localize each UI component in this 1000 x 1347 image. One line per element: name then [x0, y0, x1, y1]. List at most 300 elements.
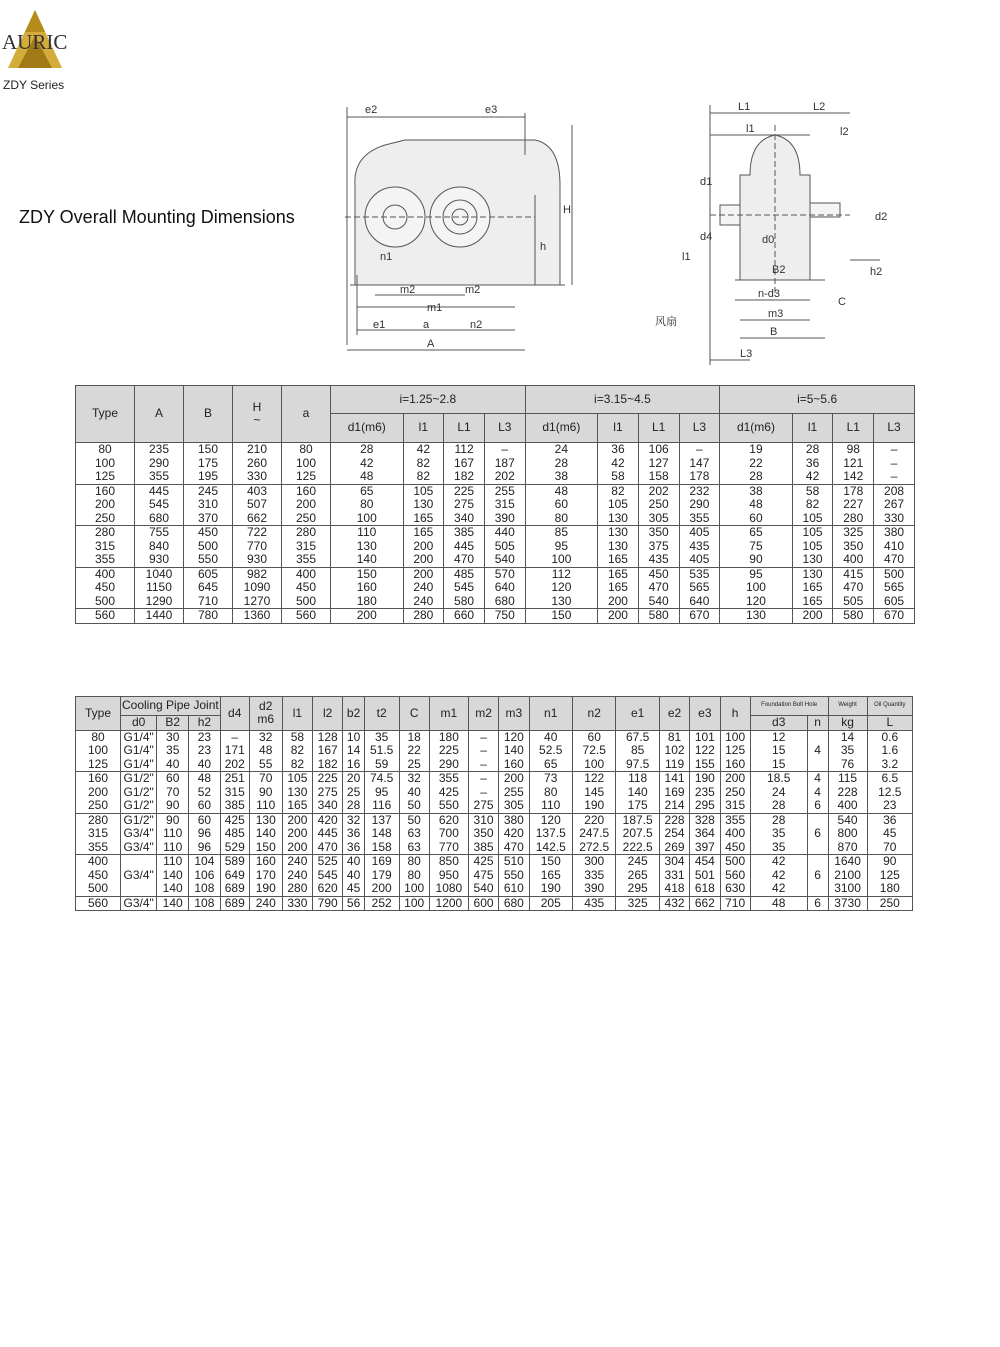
t2-value: 330	[287, 895, 308, 910]
t2-cell	[720, 855, 750, 897]
t1-value: 290	[689, 497, 710, 511]
t2-value: 304	[664, 854, 685, 868]
t2-value: 28	[346, 798, 361, 812]
svg-text:e2: e2	[365, 104, 378, 116]
t1-value: 605	[197, 566, 219, 581]
t1-cell	[638, 567, 679, 609]
t1-value: 130	[607, 538, 628, 553]
t2-cell	[249, 855, 282, 897]
table-row	[76, 567, 915, 609]
t2-value: 220	[584, 812, 605, 827]
subhead-1-2: L1	[638, 414, 679, 443]
t2-cell	[690, 772, 720, 814]
t2-value: 6.5	[881, 771, 899, 785]
t2-value: 315	[87, 826, 109, 840]
t1-value: 127	[648, 455, 669, 470]
t1-value: 380	[884, 525, 905, 539]
t2-value: 200	[371, 881, 392, 895]
table-row	[76, 855, 913, 897]
t2-value: 40	[346, 867, 361, 882]
t2-cell	[828, 813, 867, 855]
t2-value: 140	[162, 867, 183, 882]
t1-value: 485	[454, 566, 475, 581]
t1-value: 545	[454, 580, 475, 594]
t2-value: 350	[473, 826, 494, 840]
t1-value: 82	[611, 483, 625, 498]
t2-cell	[690, 813, 720, 855]
t2-col-d4: d4	[220, 697, 249, 731]
t1-value: 507	[246, 497, 268, 511]
t1-value: 110	[357, 525, 377, 539]
t2-value: 90	[166, 812, 180, 827]
t1-value: 75	[749, 538, 763, 553]
t1-value: 565	[689, 580, 710, 594]
t1-value: 260	[246, 455, 268, 470]
t2-row-group	[76, 772, 913, 814]
t2-value: 35	[772, 826, 786, 840]
t2-value: 45	[883, 826, 897, 840]
t2-value: 450	[87, 867, 109, 882]
svg-text:L1: L1	[738, 101, 751, 113]
t2-value: 190	[255, 881, 276, 895]
t1-value: 147	[689, 455, 710, 470]
t1-cell	[282, 526, 331, 568]
t2-value: 529	[224, 839, 245, 854]
subhead-0-1: l1	[403, 414, 444, 443]
t2-cell	[659, 855, 689, 897]
t2-value: 15	[772, 756, 786, 771]
t1-cell	[233, 567, 282, 609]
t2-col-e3: e3	[690, 697, 720, 731]
t2-cell	[867, 730, 912, 772]
t2-value: 1200	[435, 895, 463, 910]
t1-cell	[403, 567, 444, 609]
t1-value: 125	[295, 469, 317, 483]
t2-value: 60	[197, 798, 212, 812]
t2-value: G1/2"	[123, 812, 154, 827]
t1-value: 435	[689, 538, 710, 553]
t2-value: 140	[162, 881, 183, 895]
t2-cell	[399, 855, 429, 897]
t2-value: 25	[407, 756, 421, 771]
svg-text:e3: e3	[485, 104, 498, 116]
t2-cell	[121, 855, 157, 897]
col-H-label: H	[252, 399, 262, 414]
t2-cell	[76, 855, 121, 897]
t2-value: 335	[584, 867, 605, 882]
t1-cell	[331, 567, 404, 609]
t2-value: 32	[259, 729, 273, 744]
t1-value: 267	[884, 497, 905, 511]
t1-value: 106	[648, 442, 669, 456]
t1-value: 470	[843, 580, 864, 594]
t1-value: 90	[749, 552, 763, 566]
t1-value: 200	[607, 593, 628, 608]
t2-cell	[828, 896, 867, 911]
t2-cell	[807, 730, 828, 772]
t2-cell	[343, 855, 365, 897]
svg-text:H: H	[563, 204, 571, 216]
t1-cell	[233, 484, 282, 526]
t2-value: 116	[372, 798, 392, 812]
t2-cell	[659, 730, 689, 772]
t1-value: 1270	[243, 593, 271, 608]
t1-value: 445	[148, 483, 170, 498]
t1-value: 165	[607, 552, 628, 566]
t2-cell	[343, 772, 365, 814]
t1-value: 200	[356, 608, 377, 622]
t1-value: 142	[843, 469, 864, 483]
t2-value: 160	[503, 756, 524, 771]
svg-text:L3: L3	[740, 348, 753, 360]
t1-value: 710	[197, 593, 219, 608]
t2-value: 28	[772, 798, 786, 812]
t1-value: 130	[802, 552, 823, 566]
t2-value: 295	[694, 798, 715, 812]
t1-value: 280	[295, 525, 317, 539]
t1-value: 85	[554, 525, 569, 539]
t2-value: 52.5	[539, 743, 563, 757]
t2-value: 385	[473, 839, 494, 854]
t2-value: 225	[438, 743, 459, 757]
t1-value: 165	[413, 525, 434, 539]
t2-value: 145	[584, 784, 605, 799]
t2-value: 60	[166, 771, 180, 785]
t1-cell	[135, 567, 184, 609]
t2-col-C: C	[399, 697, 429, 731]
t2-value: 475	[473, 867, 494, 882]
t1-cell	[76, 567, 135, 609]
t2-value: 115	[837, 771, 858, 785]
t1-value: 500	[94, 593, 116, 608]
t2-cell	[690, 730, 720, 772]
t2-cell	[189, 813, 221, 855]
t2-cell	[750, 855, 807, 897]
t2-value: G1/2"	[123, 798, 154, 812]
t2-value: 240	[287, 854, 308, 868]
t1-value: 405	[689, 525, 710, 539]
t2-value: 228	[837, 784, 858, 799]
t1-value: 195	[197, 469, 219, 483]
t2-value: 245	[627, 854, 648, 868]
t2-cell	[157, 855, 189, 897]
t2-cell	[616, 813, 659, 855]
t2-value: 140	[627, 784, 648, 799]
t2-cell	[499, 772, 529, 814]
t2-cell	[807, 896, 828, 911]
t2-cell	[529, 813, 572, 855]
t2-value: 130	[287, 784, 308, 799]
t2-value: 42	[772, 854, 786, 868]
t2-value: 700	[438, 826, 459, 840]
t1-value: 95	[554, 538, 569, 553]
t1-cell	[598, 443, 639, 485]
t2-value: 171	[224, 743, 245, 757]
t2-col-h: h	[720, 697, 750, 731]
t2-value: 235	[694, 784, 715, 799]
svg-text:h: h	[540, 241, 547, 253]
t2-value: 600	[473, 895, 494, 910]
t2-cell	[720, 730, 750, 772]
t2-value: 80	[407, 867, 421, 882]
t2-value: 540	[837, 812, 858, 827]
t2-value: 4	[814, 771, 821, 785]
t2-value: 65	[544, 756, 558, 771]
t2-cell	[572, 813, 615, 855]
t2-value: 90	[259, 784, 273, 799]
t1-value: 48	[749, 497, 763, 511]
t2-value: –	[480, 771, 487, 785]
t2-value: 142.5	[535, 839, 566, 854]
t1-cell	[444, 526, 485, 568]
t1-value: 112	[454, 442, 474, 456]
t1-value: 208	[884, 483, 905, 498]
t2-cell	[468, 772, 498, 814]
subhead-2-2: L1	[833, 414, 874, 443]
t1-cell	[833, 484, 874, 526]
t1-value: 80	[299, 442, 313, 456]
t1-cell	[76, 484, 135, 526]
t1-value: 105	[802, 538, 823, 553]
t1-value: 165	[802, 580, 823, 594]
t2-cell	[529, 896, 572, 911]
t1-value: 450	[197, 525, 219, 539]
t2-value: 158	[371, 839, 392, 854]
table-row	[76, 609, 915, 624]
t2-cell	[313, 772, 343, 814]
t1-value: 28	[749, 469, 763, 483]
t2-value: 165	[287, 798, 308, 812]
t2-sub-L: L	[867, 716, 912, 731]
t2-value: 35	[840, 743, 855, 757]
t1-value: 82	[416, 455, 431, 470]
t2-col-m6: m6	[257, 712, 275, 727]
t1-cell	[833, 526, 874, 568]
t2-value: 122	[694, 743, 715, 757]
t1-cell	[638, 443, 679, 485]
t1-row-group	[76, 443, 915, 485]
t2-value: 72.5	[582, 743, 606, 757]
t1-value: 580	[648, 608, 669, 622]
t2-cell	[189, 730, 221, 772]
t1-value: 165	[607, 580, 628, 594]
t1-value: 58	[805, 483, 820, 498]
t2-value: 100	[725, 729, 746, 744]
t2-col-weight: Weight	[828, 697, 867, 716]
t2-value: 315	[224, 784, 245, 799]
table2-header-row	[76, 697, 913, 716]
t2-value: 110	[541, 798, 561, 812]
t1-cell	[638, 484, 679, 526]
t1-value: 1090	[243, 580, 271, 594]
t2-value: 190	[540, 881, 561, 895]
t1-value: 662	[246, 510, 268, 525]
t2-value: 265	[627, 867, 648, 882]
subhead-1-0: d1(m6)	[525, 414, 598, 443]
t2-value: 470	[503, 839, 524, 854]
t2-cell	[157, 772, 189, 814]
t2-value: 251	[224, 771, 245, 785]
t2-cell	[720, 813, 750, 855]
t2-value: 180	[438, 729, 459, 744]
t1-cell	[484, 567, 525, 609]
t2-value: 120	[503, 729, 524, 744]
t2-value: 24	[772, 784, 786, 799]
t1-cell	[679, 567, 720, 609]
t2-cell	[313, 896, 343, 911]
t1-value: 250	[94, 510, 116, 525]
t1-value: 36	[611, 442, 625, 456]
t2-value: 187.5	[622, 812, 653, 827]
t2-value: 560	[87, 895, 109, 910]
front-view-diagram	[335, 95, 585, 355]
t1-cell	[792, 526, 833, 568]
t2-value: 540	[473, 881, 494, 895]
table-row	[76, 730, 913, 772]
t1-cell	[184, 526, 233, 568]
t2-value: 250	[879, 895, 900, 910]
t2-value: 36	[346, 839, 361, 854]
t1-value: 505	[843, 593, 864, 608]
t1-cell	[792, 567, 833, 609]
t2-col-type: Type	[76, 697, 121, 731]
t1-value: 200	[413, 538, 434, 553]
t2-value: 102	[664, 743, 685, 757]
t1-value: 160	[295, 483, 317, 498]
t1-cell	[525, 443, 598, 485]
svg-text:B: B	[770, 326, 778, 338]
t2-value: 60	[587, 729, 601, 744]
t1-value: 200	[94, 497, 116, 511]
t2-value: 160	[725, 756, 746, 771]
t2-col-n1: n1	[529, 697, 572, 731]
t1-cell	[638, 609, 679, 624]
t2-cell	[76, 772, 121, 814]
t1-value: 245	[197, 483, 219, 498]
t2-value: 770	[438, 839, 459, 854]
t1-value: 202	[494, 469, 515, 483]
t2-value: 689	[224, 881, 245, 895]
t2-cell	[720, 896, 750, 911]
t2-value: 137	[371, 812, 392, 827]
t2-value: 140	[255, 826, 276, 840]
t1-value: 560	[94, 608, 116, 622]
t2-value: 40	[166, 756, 180, 771]
t2-value: 180	[879, 881, 900, 895]
dimensions-table-2	[75, 696, 913, 911]
t2-cell	[121, 772, 157, 814]
t2-value: 42	[772, 867, 786, 882]
t2-cell	[364, 772, 399, 814]
side-view-diagram	[650, 95, 890, 365]
t2-value: 200	[287, 826, 308, 840]
t1-value: 65	[360, 483, 374, 498]
t1-value: 36	[805, 455, 820, 470]
t2-cell	[750, 730, 807, 772]
t2-cell	[157, 730, 189, 772]
t2-cell	[750, 772, 807, 814]
t2-cell	[690, 896, 720, 911]
t1-value: 305	[648, 510, 669, 525]
subhead-2-1: l1	[792, 414, 833, 443]
t1-cell	[874, 484, 915, 526]
t2-value: 56	[346, 895, 361, 910]
brand-name: AURIC	[2, 30, 68, 54]
t2-col-oil: Oil Quantity	[867, 697, 912, 716]
t2-col-d2	[249, 697, 282, 731]
t1-value: 42	[360, 455, 374, 470]
col-A: A	[135, 386, 184, 443]
t2-value: 81	[667, 729, 682, 744]
t1-cell	[598, 567, 639, 609]
t1-cell	[403, 443, 444, 485]
t1-value: 28	[805, 442, 820, 456]
t2-cell	[189, 896, 221, 911]
t2-value: 6	[814, 895, 821, 910]
subhead-1-3: L3	[679, 414, 720, 443]
t1-row-group	[76, 484, 915, 526]
t2-value: 190	[584, 798, 605, 812]
t1-value: 130	[356, 538, 377, 553]
svg-text:l2: l2	[840, 126, 849, 138]
t2-value: 110	[163, 854, 183, 868]
t2-value: 6	[814, 826, 821, 840]
t1-value: 315	[295, 538, 317, 553]
t2-value: 80	[407, 854, 421, 868]
t2-value: 200	[287, 812, 308, 827]
t1-value: 65	[749, 525, 763, 539]
t2-cell	[572, 730, 615, 772]
t1-value: 42	[416, 442, 431, 456]
t2-cell	[499, 813, 529, 855]
t1-value: 415	[843, 566, 864, 581]
t2-value: 40	[407, 784, 421, 799]
t2-sub-d3: d3	[750, 716, 807, 731]
t1-cell	[76, 526, 135, 568]
t2-value: 250	[87, 798, 109, 812]
t1-value: 200	[802, 608, 823, 622]
t1-value: 100	[356, 510, 377, 525]
t2-value: 501	[694, 867, 715, 882]
t1-value: 100	[295, 455, 317, 470]
t1-value: 255	[494, 483, 515, 498]
t1-value: 645	[197, 580, 219, 594]
t2-cell	[659, 896, 689, 911]
t2-cell	[529, 730, 572, 772]
svg-text:d2: d2	[875, 211, 888, 223]
svg-text:l1: l1	[746, 123, 755, 135]
t2-value: G1/4"	[123, 729, 154, 744]
t2-value: –	[480, 729, 487, 744]
t1-value: 225	[454, 483, 475, 498]
t2-value: 295	[627, 881, 648, 895]
t2-cell	[220, 813, 249, 855]
t1-value: 930	[246, 552, 268, 566]
t1-value: 182	[454, 469, 475, 483]
t2-cell	[750, 813, 807, 855]
t1-value: 121	[843, 455, 864, 470]
t2-cell	[399, 896, 429, 911]
t2-value: 649	[224, 867, 245, 882]
t2-value: 200	[287, 839, 308, 854]
t1-value: 200	[607, 608, 628, 622]
t1-value: 48	[554, 483, 569, 498]
svg-text:m2: m2	[400, 284, 416, 296]
t2-value: 23	[883, 798, 897, 812]
t2-cell	[867, 896, 912, 911]
t2-value: 328	[694, 812, 715, 827]
svg-text:d1: d1	[700, 176, 713, 188]
